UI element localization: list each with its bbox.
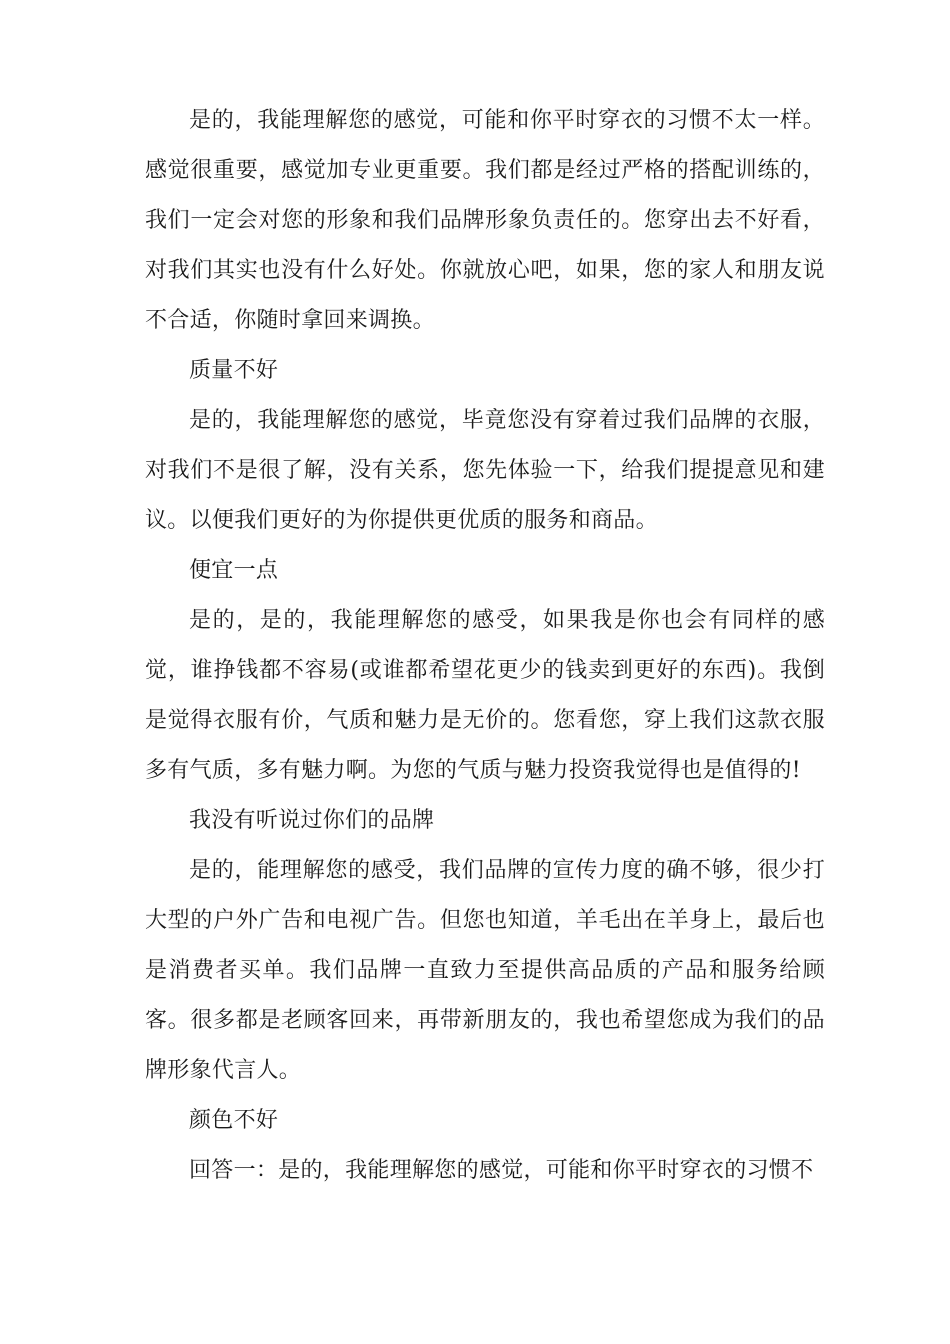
paragraph-fit-reassurance: 是的，我能理解您的感觉，可能和你平时穿衣的习惯不太一样。感觉很重要，感觉加专业更重要。我们都是经过严格的搭配训练的，我们一定会对您的形象和我们品牌形象负责任的。您穿出去不好看，对我们其实也没有什么好处。你就放心吧，如果，您的家人和朋友说不合适，你随时拿回来调换。 (145, 108, 825, 333)
paragraph-price-response: 是的，是的，我能理解您的感受，如果我是你也会有同样的感觉，谁挣钱都不容易(或谁都希望花更少的钱卖到更好的东西)。我倒是觉得衣服有价，气质和魅力是无价的。您看您，穿上我们这款衣服多有气质，多有魅力啊。为您的气质与魅力投资我觉得也是值得的! (145, 608, 825, 783)
paragraph-color-response: 回答一：是的，我能理解您的感觉，可能和你平时穿衣的习惯不 (189, 1158, 814, 1183)
heading-brand-objection: 我没有听说过你们的品牌 (189, 808, 435, 833)
heading-color-objection: 颜色不好 (189, 1108, 279, 1133)
heading-quality-objection: 质量不好 (189, 358, 279, 383)
document-body (145, 96, 825, 1196)
heading-price-objection: 便宜一点 (189, 558, 279, 583)
paragraph-quality-response: 是的，我能理解您的感觉，毕竟您没有穿着过我们品牌的衣服，对我们不是很了解，没有关系，您先体验一下，给我们提提意见和建议。以便我们更好的为你提供更优质的服务和商品。 (145, 408, 825, 533)
paragraph-brand-response: 是的，能理解您的感受，我们品牌的宣传力度的确不够，很少打大型的户外广告和电视广告。但您也知道，羊毛出在羊身上，最后也是消费者买单。我们品牌一直致力至提供高品质的产品和服务给顾客。很多都是老顾客回来，再带新朋友的，我也希望您成为我们的品牌形象代言人。 (145, 858, 825, 1083)
